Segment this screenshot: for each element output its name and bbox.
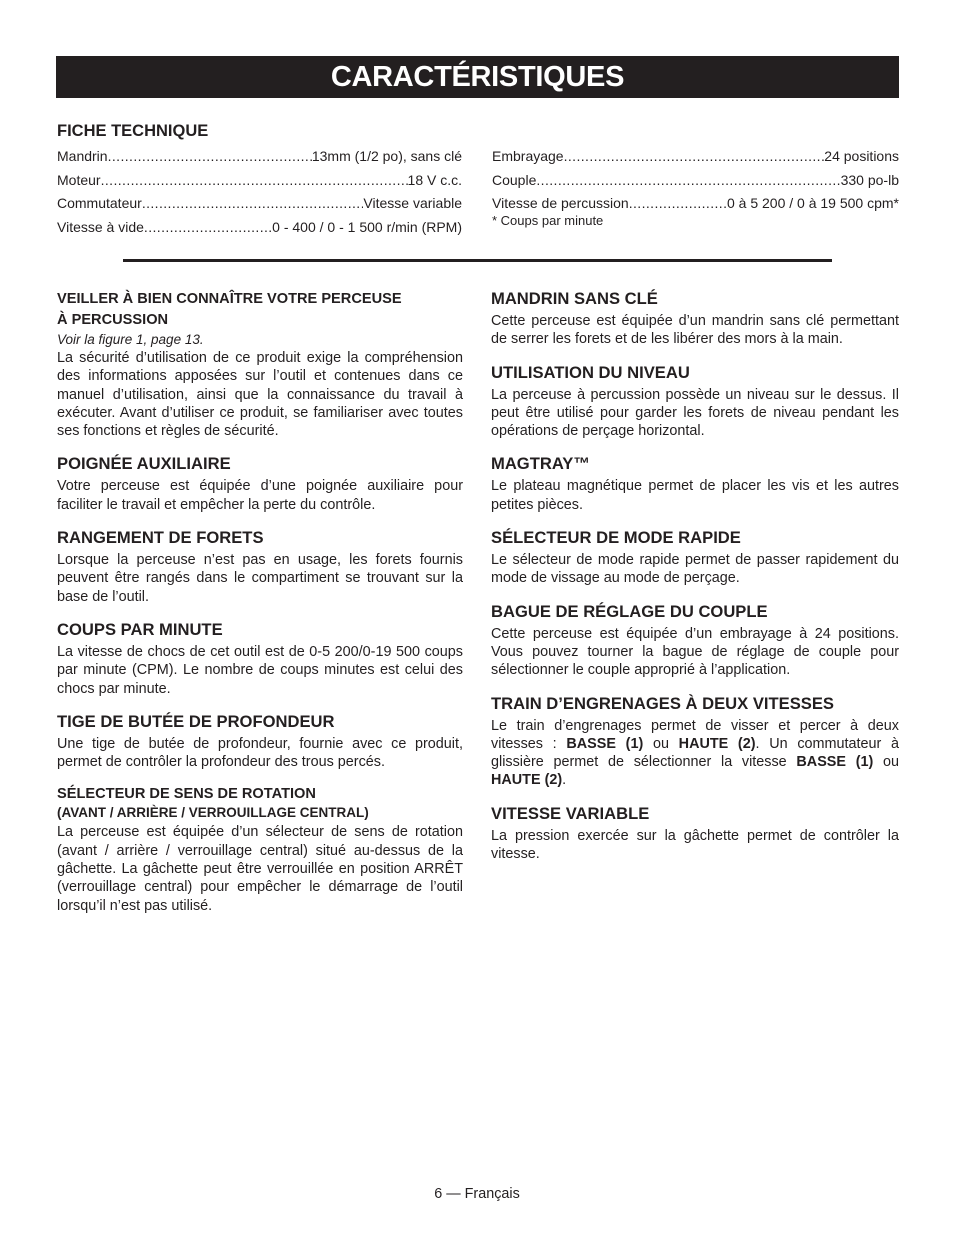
spec-row bbox=[57, 147, 462, 171]
spec-label: Embrayage bbox=[492, 148, 564, 164]
leader-dots bbox=[101, 171, 408, 190]
section-direction-selector bbox=[57, 785, 463, 914]
leader-dots bbox=[536, 171, 840, 190]
section-divider bbox=[123, 259, 832, 262]
leader-dots bbox=[144, 218, 272, 237]
section-keyless-chuck bbox=[491, 289, 899, 349]
footer-language: Français bbox=[464, 1186, 520, 1202]
section-text: Une tige de butée de profondeur, fournie avec ce produit, permet de contrôler la profondeur des trous percés. bbox=[57, 735, 463, 771]
text-run: . bbox=[562, 772, 567, 789]
text-run: . Un commutateur à glissière permet de sélectionner la vitesse bbox=[491, 735, 899, 771]
section-heading: MANDRIN SANS CLÉ bbox=[491, 289, 658, 308]
spec-value: 330 po-lb bbox=[840, 171, 899, 188]
leader-dots bbox=[629, 194, 727, 213]
section-heading: RANGEMENT DE FORETS bbox=[57, 528, 264, 548]
section-gear-train bbox=[491, 694, 899, 790]
left-column bbox=[57, 289, 463, 929]
text-run: ou bbox=[873, 754, 899, 771]
section-heading: BAGUE DE RÉGLAGE DU COUPLE bbox=[491, 601, 768, 621]
page-number: 6 bbox=[434, 1186, 443, 1202]
leader-dots bbox=[564, 147, 825, 166]
spec-label: Moteur bbox=[57, 171, 101, 188]
spec-value: 0 - 400 / 0 - 1 500 r/min (RPM) bbox=[272, 218, 462, 235]
specs-left-column bbox=[57, 147, 462, 241]
spec-value: 24 positions bbox=[824, 148, 899, 164]
section-level bbox=[491, 363, 899, 441]
page-title: CARACTÉRISTIQUES bbox=[56, 56, 899, 98]
spec-row bbox=[57, 194, 462, 218]
heading-line: À PERCUSSION bbox=[57, 312, 169, 328]
spec-value: 0 à 5 200 / 0 à 19 500 cpm* bbox=[726, 195, 899, 211]
page-footer bbox=[0, 1186, 954, 1202]
speed-low-label: BASSE (1) bbox=[796, 754, 874, 771]
section-text: Lorsque la perceuse n’est pas en usage, les forets fournis peuvent être rangés dans le compartiment se trouvant sur la base de l’outil. bbox=[57, 552, 463, 605]
section-blows-per-minute bbox=[57, 620, 463, 698]
section-text: Cette perceuse est équipée d’un embrayage à 24 positions. Vous pouvez tourner la bague de réglage de couple pour sélectionner le couple approprié à l’application. bbox=[491, 625, 899, 679]
section-depth-rod bbox=[57, 712, 463, 772]
section-heading: SÉLECTEUR DE SENS DE ROTATION bbox=[57, 786, 316, 803]
section-text: La sécurité d’utilisation de ce produit exige la compréhension des informations apposées sur l’outil et contenues dans ce manuel d’utilisation, ainsi que la connaissance du travail à exécuter. Avant d’utiliser ce produit, se familiariser avec toutes ses fonctions et règles de sécurité. bbox=[57, 350, 463, 440]
text-run: ou bbox=[643, 735, 679, 752]
spec-label: Vitesse de percussion bbox=[492, 195, 629, 211]
spec-label: Commutateur bbox=[57, 195, 142, 211]
specs-heading: FICHE TECHNIQUE bbox=[57, 122, 209, 140]
text-run: Le train d’engrenages permet de visser et percer à deux vitesses : bbox=[491, 717, 899, 752]
section-mode-selector bbox=[491, 528, 899, 588]
speed-high-label: HAUTE (2) bbox=[678, 735, 756, 752]
section-heading: TIGE DE BUTÉE DE PROFONDEUR bbox=[57, 711, 335, 731]
section-text: La perceuse est équipée d’un sélecteur de sens de rotation (avant / arrière / verrouillage central) situé au-dessus de la gâchette. La gâchette peut être verrouillée en position ARRÊT (verrouillage central) pour empêcher le démarrage de l’outil lorsqu’il n’est pas utilisé. bbox=[57, 824, 463, 914]
specs-right-column bbox=[492, 147, 899, 228]
section-heading: MAGTRAY™ bbox=[491, 454, 590, 474]
spec-value: 18 V c.c. bbox=[407, 171, 462, 188]
section-subheading: (AVANT / ARRIÈRE / VERROUILLAGE CENTRAL) bbox=[57, 805, 369, 821]
section-heading: POIGNÉE AUXILIAIRE bbox=[57, 454, 231, 474]
heading-line: VEILLER À BIEN CONNAÎTRE VOTRE PERCEUSE bbox=[57, 291, 402, 307]
speed-high-label: HAUTE (2) bbox=[491, 772, 563, 789]
spec-label: Mandrin bbox=[57, 148, 108, 164]
section-text: Cette perceuse est équipée d’un mandrin sans clé permettant de serrer les forets et de les libérer des mors à la main. bbox=[491, 313, 899, 348]
spec-value: 13mm (1/2 po), sans clé bbox=[311, 148, 462, 164]
section-variable-speed bbox=[491, 804, 899, 864]
section-heading: UTILISATION DU NIVEAU bbox=[491, 362, 690, 382]
spec-value: Vitesse variable bbox=[363, 195, 462, 211]
spec-label: Couple bbox=[492, 171, 537, 188]
spec-row bbox=[492, 147, 899, 171]
section-torque-ring bbox=[491, 602, 899, 680]
section-aux-handle bbox=[57, 454, 463, 514]
section-know-your-drill bbox=[57, 289, 463, 440]
spec-row bbox=[57, 218, 462, 242]
section-text: La pression exercée sur la gâchette permet de contrôler la vitesse. bbox=[491, 827, 899, 863]
footer-separator: — bbox=[446, 1186, 461, 1202]
section-text bbox=[491, 717, 899, 790]
section-text: Le plateau magnétique permet de placer les vis et les autres petites pièces. bbox=[491, 478, 899, 513]
speed-low-label: BASSE (1) bbox=[566, 735, 644, 752]
right-column bbox=[491, 289, 899, 877]
section-magtray bbox=[491, 454, 899, 514]
spec-row bbox=[57, 171, 462, 195]
spec-label: Vitesse à vide bbox=[57, 218, 144, 235]
figure-reference: Voir la figure 1, page 13. bbox=[57, 332, 204, 347]
section-heading: TRAIN D’ENGRENAGES À DEUX VITESSES bbox=[491, 693, 834, 713]
section-heading: VITESSE VARIABLE bbox=[491, 803, 650, 823]
leader-dots bbox=[108, 147, 312, 166]
section-text: La perceuse à percussion possède un niveau sur le dessus. Il peut être utilisé pour garder les forets de niveau pendant les opérations de perçage horizontal. bbox=[491, 386, 899, 440]
section-heading: COUPS PAR MINUTE bbox=[57, 619, 223, 639]
section-bit-storage bbox=[57, 528, 463, 606]
leader-dots bbox=[142, 194, 364, 213]
section-text: La vitesse de chocs de cet outil est de 0-5 200/0-19 500 coups par minute (CPM). Le nombre de coups minutes est celui des chocs par minute. bbox=[57, 643, 463, 697]
section-heading: SÉLECTEUR DE MODE RAPIDE bbox=[491, 528, 741, 548]
section-heading bbox=[57, 289, 463, 331]
section-text: Votre perceuse est équipée d’une poignée auxiliaire pour faciliter le travail et empêcher la perte du contrôle. bbox=[57, 478, 463, 513]
spec-footnote: * Coups par minute bbox=[492, 212, 604, 228]
spec-row bbox=[492, 171, 899, 195]
section-text: Le sélecteur de mode rapide permet de passer rapidement du mode de vissage au mode de perçage. bbox=[491, 552, 899, 587]
